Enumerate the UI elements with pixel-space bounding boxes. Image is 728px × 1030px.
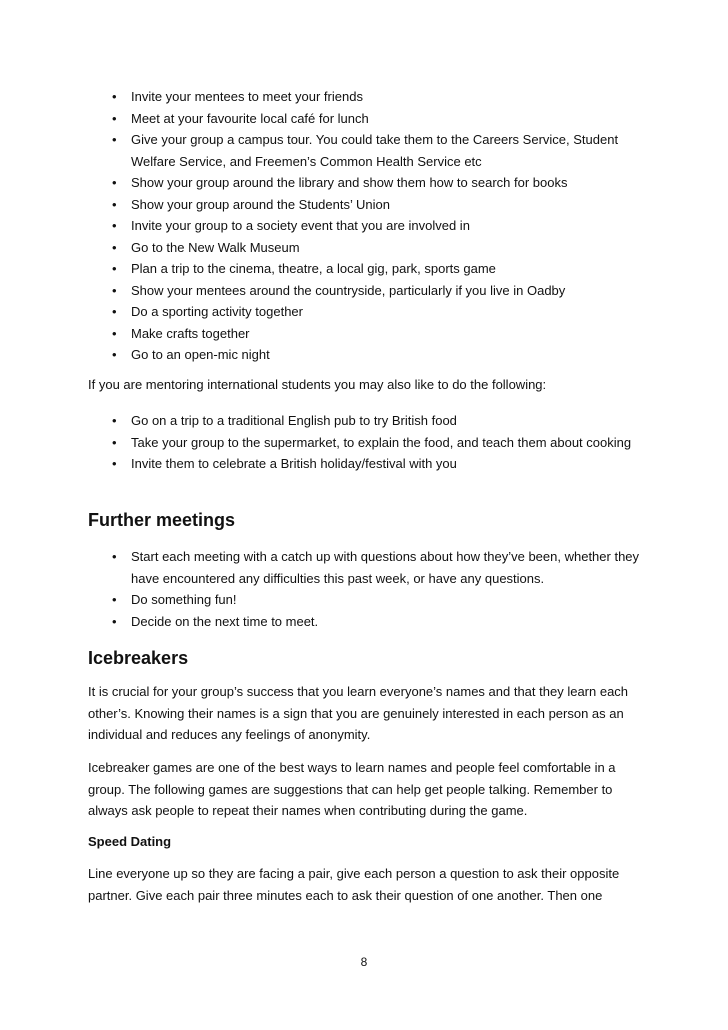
list-item: • Do a sporting activity together bbox=[0, 301, 728, 323]
bullet-icon: • bbox=[112, 89, 117, 104]
activity-list bbox=[0, 86, 728, 366]
bullet-icon: • bbox=[112, 549, 117, 564]
icebreakers-heading: Icebreakers bbox=[88, 648, 189, 668]
list-item: • Decide on the next time to meet. bbox=[0, 611, 728, 633]
list-item: • Do something fun! bbox=[0, 589, 728, 611]
icebreakers-paragraph-1: It is crucial for your group’s success that you learn everyone’s names and that they learn each other’s. Knowing their names is a sign that you are genuinely interested in each person as an individual and reduces any feelings of anonymity. bbox=[88, 684, 629, 742]
list-item: • Plan a trip to the cinema, theatre, a local gig, park, sports game bbox=[0, 258, 728, 280]
icebreakers-paragraph-2: Icebreaker games are one of the best ways to learn names and people feel comfortable in a group. The following games are suggestions that can help get people talking. Remember to always ask people to repeat their names when contributing during the game. bbox=[88, 760, 616, 818]
international-list bbox=[0, 410, 728, 475]
bullet-icon: • bbox=[112, 282, 117, 298]
bullet-icon: • bbox=[112, 325, 117, 341]
list-item: • Invite your group to a society event that you are involved in bbox=[0, 215, 728, 237]
list-item: • Show your mentees around the countryside, particularly if you live in Oadby bbox=[0, 280, 728, 302]
bullet-icon: • bbox=[112, 175, 117, 190]
bullet-icon: • bbox=[112, 347, 117, 362]
speed-dating-heading: Speed Dating bbox=[88, 834, 172, 849]
speed-dating-paragraph: Line everyone up so they are facing a pair, give each person a question to ask their opposite partner. Give each pair three minutes each to ask their question of one another. Then one bbox=[88, 866, 620, 903]
bullet-icon: • bbox=[112, 456, 117, 471]
list-item: • Give your group a campus tour. You could take them to the Careers Service, Student Welfare Service, and Freemen’s Common Health Service etc bbox=[0, 129, 728, 172]
list-item: • Invite your mentees to meet your friends bbox=[0, 86, 728, 108]
bullet-icon: • bbox=[112, 434, 117, 450]
page-number: 8 bbox=[360, 955, 368, 969]
list-item: • Go to the New Walk Museum bbox=[0, 237, 728, 259]
list-item: • Start each meeting with a catch up with questions about how they’ve been, whether they have encountered any difficulties this past week, or have any questions. bbox=[0, 546, 728, 589]
bullet-icon: • bbox=[112, 613, 117, 629]
bullet-icon: • bbox=[112, 218, 117, 233]
international-intro: If you are mentoring international students you may also like to do the following: bbox=[88, 377, 547, 392]
list-item: • Make crafts together bbox=[0, 323, 728, 345]
bullet-icon: • bbox=[112, 110, 117, 126]
list-item: • Show your group around the library and show them how to search for books bbox=[0, 172, 728, 194]
bullet-icon: • bbox=[112, 592, 117, 607]
list-item: • Invite them to celebrate a British holiday/festival with you bbox=[0, 453, 728, 475]
bullet-icon: • bbox=[112, 132, 117, 147]
bullet-icon: • bbox=[112, 239, 117, 255]
further-meetings-list bbox=[0, 546, 728, 632]
list-item: • Show your group around the Students’ Union bbox=[0, 194, 728, 216]
list-item: • Take your group to the supermarket, to explain the food, and teach them about cooking bbox=[0, 432, 728, 454]
bullet-icon: • bbox=[112, 304, 117, 319]
list-item: • Meet at your favourite local café for lunch bbox=[0, 108, 728, 130]
bullet-icon: • bbox=[112, 196, 117, 212]
bullet-icon: • bbox=[112, 413, 117, 428]
further-meetings-heading: Further meetings bbox=[88, 510, 236, 530]
list-item: • Go on a trip to a traditional English pub to try British food bbox=[0, 410, 728, 432]
bullet-icon: • bbox=[112, 261, 117, 276]
list-item: • Go to an open-mic night bbox=[0, 344, 728, 366]
